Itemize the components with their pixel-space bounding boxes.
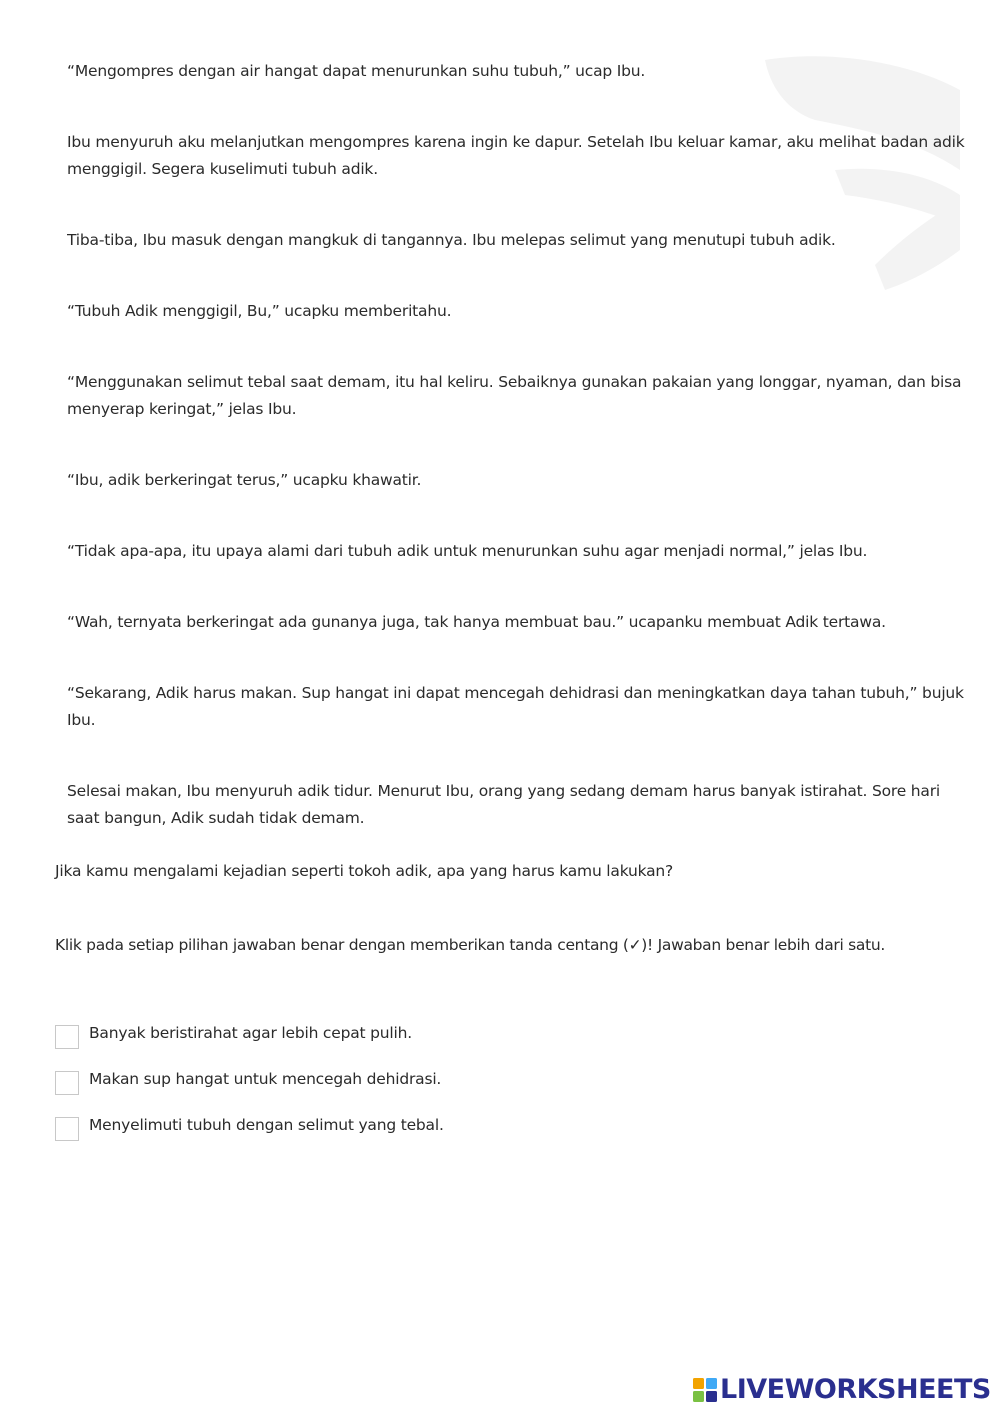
answer-option xyxy=(55,1066,755,1112)
instruction-text: Klik pada setiap pilihan jawaban benar dengan memberikan tanda centang (✓)! Jawaban benar lebih dari satu. xyxy=(55,936,886,954)
story-passage xyxy=(67,58,967,848)
answer-option-label: Makan sup hangat untuk mencegah dehidrasi. xyxy=(89,1070,442,1088)
answer-checkbox[interactable] xyxy=(55,1117,79,1141)
story-paragraph: “Tubuh Adik menggigil, Bu,” ucapku memberitahu. xyxy=(67,302,452,320)
question-text: Jika kamu mengalami kejadian seperti tokoh adik, apa yang harus kamu lakukan? xyxy=(55,862,674,880)
story-paragraph: “Ibu, adik berkeringat terus,” ucapku khawatir. xyxy=(67,471,422,489)
answer-option xyxy=(55,1020,755,1066)
story-paragraph: “Tidak apa-apa, itu upaya alami dari tubuh adik untuk menurunkan suhu agar menjadi normal,” jelas Ibu. xyxy=(67,542,868,560)
story-paragraph: “Sekarang, Adik harus makan. Sup hangat ini dapat mencegah dehidrasi dan meningkatkan daya tahan tubuh,” bujuk Ibu. xyxy=(67,684,964,729)
story-paragraph: “Wah, ternyata berkeringat ada gunanya juga, tak hanya membuat bau.” ucapanku membuat Adik tertawa. xyxy=(67,613,886,631)
answer-option-label: Menyelimuti tubuh dengan selimut yang tebal. xyxy=(89,1116,444,1134)
answer-option-label: Banyak beristirahat agar lebih cepat pulih. xyxy=(89,1024,412,1042)
story-paragraph: Tiba-tiba, Ibu masuk dengan mangkuk di tangannya. Ibu melepas selimut yang menutupi tubuh adik. xyxy=(67,231,836,249)
story-paragraph: Selesai makan, Ibu menyuruh adik tidur. Menurut Ibu, orang yang sedang demam harus banyak istirahat. Sore hari saat bangun, Adik sudah tidak demam. xyxy=(67,782,941,827)
answer-checkbox[interactable] xyxy=(55,1071,79,1095)
answer-options xyxy=(55,1020,755,1158)
liveworksheets-brand xyxy=(692,1374,991,1406)
answer-checkbox[interactable] xyxy=(55,1025,79,1049)
story-paragraph: “Menggunakan selimut tebal saat demam, itu hal keliru. Sebaiknya gunakan pakaian yang longgar, nyaman, dan bisa menyerap keringat,” jelas Ibu. xyxy=(67,373,962,418)
story-paragraph: Ibu menyuruh aku melanjutkan mengompres karena ingin ke dapur. Setelah Ibu keluar kamar, aku melihat badan adik menggigil. Segera kuselimuti tubuh adik. xyxy=(67,133,965,178)
story-paragraph: “Mengompres dengan air hangat dapat menurunkan suhu tubuh,” ucap Ibu. xyxy=(67,62,646,80)
answer-option xyxy=(55,1112,755,1158)
liveworksheets-logo-icon xyxy=(692,1377,718,1403)
brand-name: LIVEWORKSHEETS xyxy=(720,1374,991,1405)
